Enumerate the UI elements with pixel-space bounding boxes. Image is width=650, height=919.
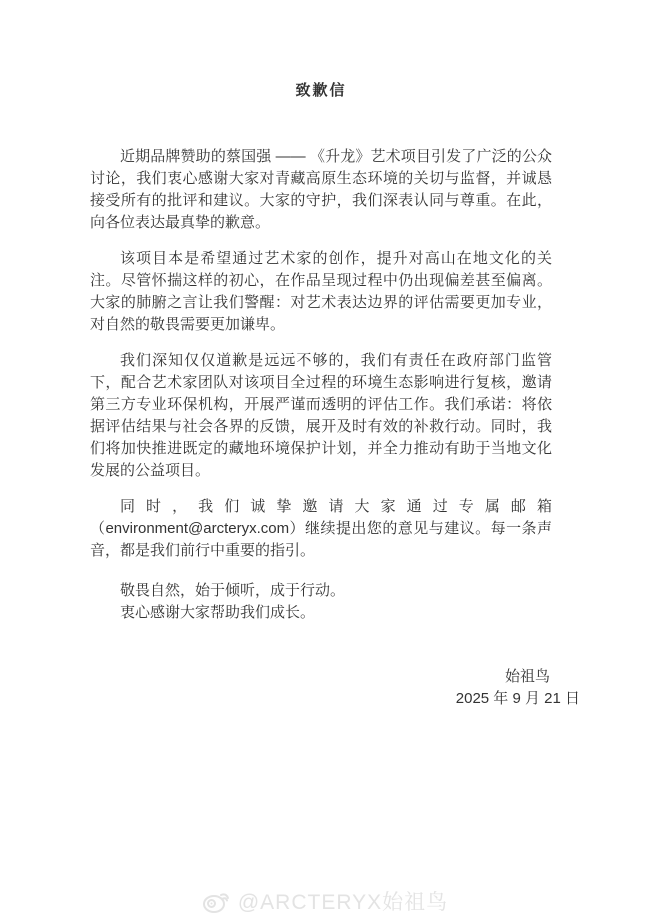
letter-title: 致歉信 [295,82,347,99]
watermark [0,886,650,916]
watermark-text: @ARCTERYX始祖鸟 [237,891,449,914]
letter-paragraph-4: 同时，我们诚挚邀请大家通过专属邮箱（environment@arcteryx.com）继续提出您的意见与建议。每一条声音，都是我们前行中重要的指引。 [90,498,552,559]
closing-line-2: 衷心感谢大家帮助我们成长。 [120,604,316,621]
letter-paragraph-3: 我们深知仅仅道歉是远远不够的，我们有责任在政府部门监管下，配合艺术家团队对该项目全过程的环境生态影响进行复核，邀请第三方专业环保机构，开展严谨而透明的评估工作。我们承诺：将依据评估结果与社会各界的反馈，展开及时有效的补救行动。同时，我们将加快推进既定的藏地环境保护计划，并全力推动有助于当地文化发展的公益项目。 [90,352,552,479]
closing-lines [90,580,580,624]
closing-line-1: 敬畏自然，始于倾听，成于行动。 [120,582,346,599]
signature-date: 2025 年 9 月 21 日 [455,690,580,707]
letter-paragraph-2: 该项目本是希望通过艺术家的创作，提升对高山在地文化的关注。尽管怀揣这样的初心，在作品呈现过程中仍出现偏差甚至偏离。大家的肺腑之言让我们警醒：对艺术表达边界的评估需要更加专业，对自然的敬畏需要更加谦卑。 [90,250,552,333]
signature-name: 始祖鸟 [504,668,550,685]
letter-paragraph-1: 近期品牌赞助的蔡国强 —— 《升龙》艺术项目引发了广泛的公众讨论，我们衷心感谢大家对青藏高原生态环境的关切与监督，并诚恳接受所有的批评和建议。大家的守护，我们深表认同与尊重。在此，向各位表达最真挚的歉意。 [90,148,552,231]
apology-letter [90,80,580,710]
weibo-icon [202,888,232,914]
signature-block [90,666,580,710]
